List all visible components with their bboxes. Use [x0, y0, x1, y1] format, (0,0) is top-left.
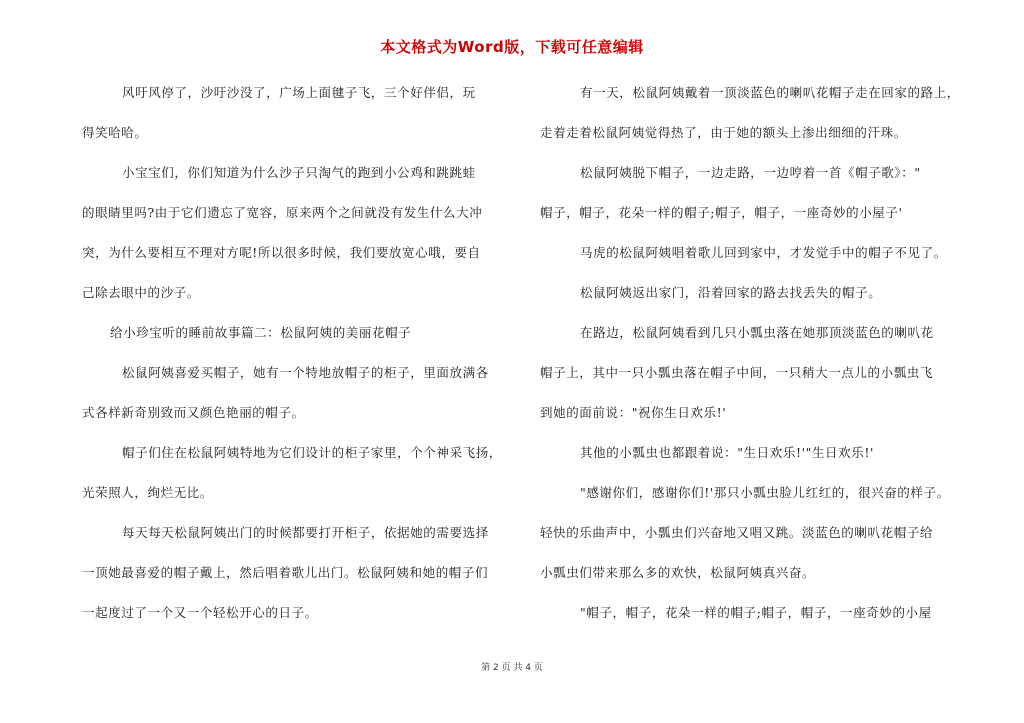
paragraph-line: 有一天，松鼠阿姨戴着一顶淡蓝色的喇叭花帽子走在回家的路上，: [580, 85, 960, 100]
paragraph-line: 小瓢虫们带来那么多的欢快，松鼠阿姨真兴奋。: [540, 565, 816, 580]
paragraph-line: "帽子，帽子，花朵一样的帽子;帽子，帽子，一座奇妙的小屋: [580, 605, 932, 620]
paragraph-line: 风吁风停了，沙吁沙没了，广场上面毽子飞，三个好伴侣，玩: [122, 85, 476, 100]
paragraph-line: 得笑哈哈。: [82, 125, 148, 140]
paragraph-line: "感谢你们，感谢你们!'那只小瓢虫脸儿红红的，很兴奋的样子。: [580, 485, 950, 500]
paragraph-line: 到她的面前说："祝你生日欢乐!': [540, 405, 727, 420]
paragraph-line: 轻快的乐曲声中，小瓢虫们兴奋地又唱又跳。淡蓝色的喇叭花帽子给: [540, 525, 934, 540]
paragraph-line: 一起度过了一个又一个轻松开心的日子。: [82, 605, 318, 620]
paragraph-line: 一顶她最喜爱的帽子戴上，然后唱着歌儿出门。松鼠阿姨和她的帽子们: [82, 565, 489, 580]
paragraph-line: 突，为什么要相互不理对方呢!所以很多时候，我们要放宽心哦，要自: [82, 245, 481, 260]
paragraph-line: 帽子们住在松鼠阿姨特地为它们设计的柜子家里，个个神采飞扬，: [122, 445, 502, 460]
paragraph-line: 光荣照人，绚烂无比。: [82, 485, 214, 500]
paragraph-line: 帽子，帽子，花朵一样的帽子;帽子，帽子，一座奇妙的小屋子': [540, 205, 903, 220]
paragraph-line: 帽子上，其中一只小瓢虫落在帽子中间，一只稍大一点儿的小瓢虫飞: [540, 365, 934, 380]
page-number-footer: 第 2 页 共 4 页: [481, 663, 543, 673]
paragraph-line: 其他的小瓢虫也都跟着说："生日欢乐!'"生日欢乐!': [580, 445, 875, 460]
document-header-banner: 本文格式为Word版，下载可任意编辑: [380, 38, 644, 56]
paragraph-line: 式各样新奇别致而又颜色艳丽的帽子。: [82, 405, 305, 420]
paragraph-line: 走着走着松鼠阿姨觉得热了，由于她的额头上渗出细细的汗珠。: [540, 125, 907, 140]
paragraph-line: 松鼠阿姨返出家门，沿着回家的路去找丢失的帽子。: [580, 285, 882, 300]
paragraph-line: 马虎的松鼠阿姨唱着歌儿回到家中，才发觉手中的帽子不见了。: [580, 245, 947, 260]
paragraph-line: 松鼠阿姨喜爱买帽子，她有一个特地放帽子的柜子，里面放满各: [122, 365, 489, 380]
paragraph-line: 每天每天松鼠阿姨出门的时候都要打开柜子，依据她的需要选择: [122, 525, 489, 540]
paragraph-line: 己除去眼中的沙子。: [82, 285, 200, 300]
paragraph-line: 松鼠阿姨脱下帽子，一边走路，一边哼着一首《帽子歌》：": [580, 165, 921, 180]
paragraph-line: 小宝宝们，你们知道为什么沙子只淘气的跑到小公鸡和跳跳蛙: [122, 165, 476, 180]
section-heading: 给小珍宝听的睡前故事篇二：松鼠阿姨的美丽花帽子: [110, 325, 412, 340]
paragraph-line: 的眼睛里吗?由于它们遗忘了宽容，原来两个之间就没有发生什么大冲: [82, 205, 483, 220]
paragraph-line: 在路边，松鼠阿姨看到几只小瓢虫落在她那顶淡蓝色的喇叭花: [580, 325, 934, 340]
